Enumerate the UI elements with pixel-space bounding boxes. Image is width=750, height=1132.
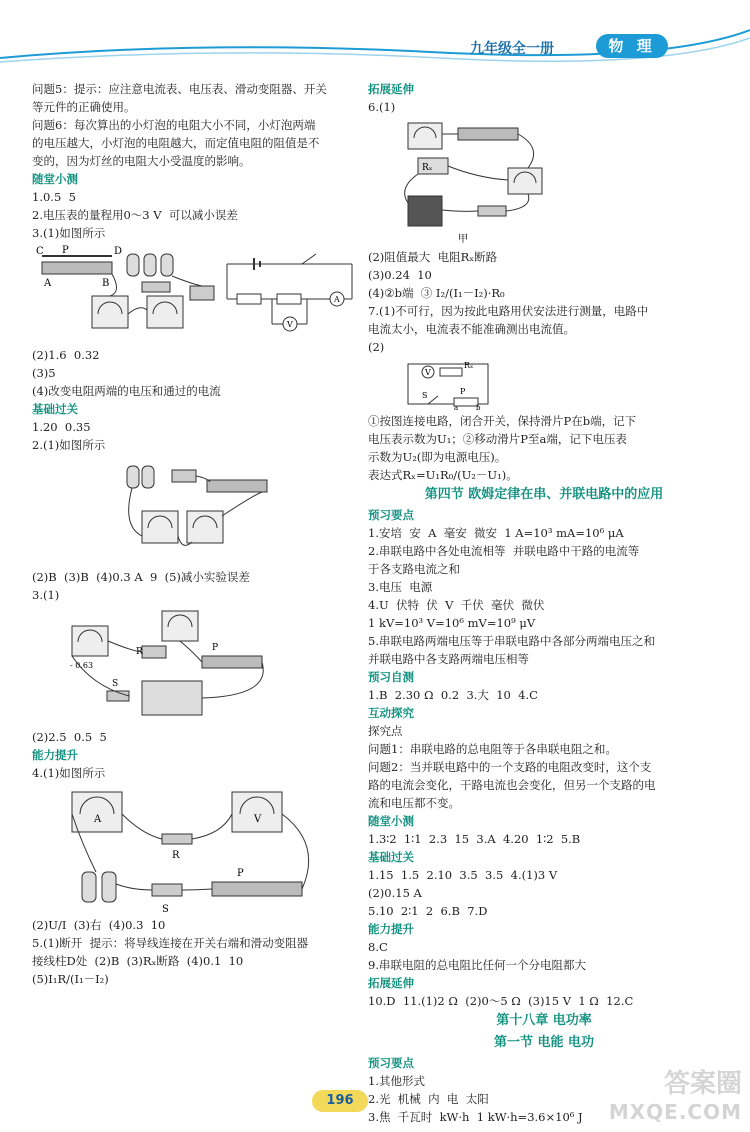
label-r: R: [136, 647, 143, 657]
section-heading: 随堂小测: [32, 172, 78, 186]
section-heading: 预习要点: [368, 508, 414, 522]
circuit-figure-1: [32, 244, 362, 344]
label-c: C: [36, 246, 44, 257]
answer-line: 9.串联电阻的总电阻比任何一个分电阻都大: [368, 958, 586, 972]
answer-line: 2.光 机械 内 电 太阳: [368, 1092, 489, 1106]
answer-line: 变的，因为灯丝的电阻大小受温度的影响。: [32, 154, 251, 168]
answer-line: ①按图连接电路，闭合开关，保持滑片P在b端，记下: [368, 414, 637, 428]
answer-line: 等元件的正确使用。: [32, 100, 136, 114]
label-r: R: [172, 850, 180, 861]
answer-line: 2.电压表的量程用0～3 V 可以减小误差: [32, 208, 238, 222]
section-heading: 随堂小测: [368, 814, 414, 828]
answer-line: 6.(1): [368, 100, 396, 114]
answer-line: 示数为U₂(即为电源电压)。: [368, 450, 507, 464]
answer-line: 3.(1): [32, 588, 60, 602]
answer-line: 3.电压 电源: [368, 580, 433, 594]
answer-line: 1.其他形式: [368, 1074, 425, 1088]
circuit-figure-7: [368, 358, 720, 410]
left-column: [32, 80, 362, 988]
answer-line: 5.10 2∶1 2 6.B 7.D: [368, 904, 488, 918]
answer-line: 1.20 0.35: [32, 420, 91, 434]
label-a: A: [94, 814, 102, 825]
answer-line: 10.D 11.(1)2 Ω (2)0～5 Ω (3)15 V 1 Ω 12.C: [368, 994, 634, 1008]
svg-text:V: V: [287, 320, 293, 329]
answer-line: 流和电压都不变。: [368, 796, 460, 810]
section-heading: 互动探究: [368, 706, 414, 720]
label-d: D: [114, 246, 123, 257]
answer-line: 2.串联电路中各处电流相等 并联电路中干路的电流等: [368, 544, 640, 558]
label-p: P: [460, 387, 466, 396]
right-column: [368, 80, 720, 1126]
watermark: [609, 1070, 742, 1126]
answer-line: (3)0.24 10: [368, 268, 432, 282]
circuit-figure-2: [32, 456, 362, 566]
label-a: a: [454, 404, 459, 410]
circuit-figure-6: [368, 118, 720, 246]
answer-line: (2)2.5 0.5 5: [32, 730, 107, 744]
circuit-figure-3: [32, 606, 362, 726]
answer-line: 3.(1)如图所示: [32, 226, 106, 240]
label-rx: Rₓ: [464, 361, 474, 370]
section-heading: 能力提升: [368, 922, 414, 936]
grade-label: 九年级全一册: [470, 41, 554, 57]
answer-line: 5.(1)断开 提示：将导线连接在开关右端和滑动变阻器: [32, 936, 309, 950]
answer-line: 5.串联电路两端电压等于串联电路中各部分两端电压之和: [368, 634, 655, 648]
label-v: V: [254, 814, 262, 825]
label-b: b: [476, 404, 481, 410]
subject-badge: 物 理: [596, 34, 668, 58]
section-heading: 基础过关: [32, 402, 78, 416]
ammeter-scale-label: - 0.63: [70, 661, 94, 670]
answer-line: 1.B 2.30 Ω 0.2 3.大 10 4.C: [368, 688, 538, 702]
page-number: 196: [312, 1090, 368, 1112]
answer-line: 路的电流会变化，干路电流也会变化，但另一个支路的电: [368, 778, 656, 792]
section-heading: 拓展延伸: [368, 82, 414, 96]
answer-line: (2)B (3)B (4)0.3 A 9 (5)减小实验误差: [32, 570, 250, 584]
answer-line: 问题1：串联电路的总电阻等于各串联电阻之和。: [368, 742, 617, 756]
answer-line: 问题6：每次算出的小灯泡的电阻大小不同，小灯泡两端: [32, 118, 316, 132]
label-s: S: [422, 391, 428, 400]
watermark-url: MXQE.COM: [608, 1100, 742, 1124]
label-b: B: [102, 278, 110, 289]
chapter-title: 第十八章 电功率: [496, 1013, 592, 1028]
answer-line: (5)I₁R/(I₁－I₂): [32, 972, 109, 986]
svg-text:A: A: [334, 295, 340, 304]
answer-line: (4)②b端 ③ I₂/(I₁－I₂)·R₀: [368, 286, 505, 300]
label-p: P: [62, 245, 69, 256]
answer-line: 的电压越大，小灯泡的电阻越大，而定值电阻的阻值是不: [32, 136, 320, 150]
section-heading: 基础过关: [368, 850, 414, 864]
section-heading: 预习要点: [368, 1056, 414, 1070]
section-heading: 能力提升: [32, 748, 78, 762]
answer-line: 问题5：提示：应注意电流表、电压表、滑动变阻器、开关: [32, 82, 327, 96]
answer-line: (2)1.6 0.32: [32, 348, 100, 362]
answer-line: (4)改变电阻两端的电压和通过的电流: [32, 384, 221, 398]
watermark-text: 答案圈: [663, 1069, 742, 1099]
answer-line: 1.15 1.5 2.10 3.5 3.5 4.(1)3 V: [368, 868, 558, 882]
answer-line: (3)5: [32, 366, 56, 380]
answer-line: 并联电路中各支路两端电压相等: [368, 652, 529, 666]
label-rx: Rₓ: [422, 163, 433, 173]
answer-line: (2)0.15 A: [368, 886, 422, 900]
label-s: S: [162, 904, 169, 914]
answer-line: (2)阻值最大 电阻Rₓ断路: [368, 250, 498, 264]
answer-line: 4.(1)如图所示: [32, 766, 106, 780]
answer-line: 1.3∶2 1∶1 2.3 15 3.A 4.20 1∶2 5.B: [368, 832, 581, 846]
answer-line: 2.(1)如图所示: [32, 438, 106, 452]
answer-line: 于各支路电流之和: [368, 562, 460, 576]
section-heading: 拓展延伸: [368, 976, 414, 990]
label-p: P: [212, 643, 219, 653]
label-s: S: [112, 679, 119, 689]
section-title: 第四节 欧姆定律在串、并联电路中的应用: [424, 487, 664, 502]
answer-line: 7.(1)不可行，因为按此电路用伏安法进行测量，电路中: [368, 304, 649, 318]
label-p: P: [237, 868, 244, 879]
answer-line: 1.安培 安 A 毫安 微安 1 A=10³ mA=10⁶ μA: [368, 526, 624, 540]
answer-line: 3.焦 千瓦时 kW·h 1 kW·h=3.6×10⁶ J: [368, 1110, 583, 1124]
answer-line: 1.0.5 5: [32, 190, 76, 204]
label-a: A: [44, 278, 52, 289]
section-title: 第一节 电能 电功: [493, 1035, 595, 1050]
label-v: V: [425, 368, 431, 377]
section-heading: 预习自测: [368, 670, 414, 684]
answer-line: 电流太小，电流表不能准确测出电流值。: [368, 322, 575, 336]
answer-line: (2): [368, 340, 385, 354]
answer-line: 接线柱D处 (2)B (3)Rₓ断路 (4)0.1 10: [32, 954, 244, 968]
answer-line: (2)U/I (3)右 (4)0.3 10: [32, 918, 166, 932]
circuit-figure-4: [32, 784, 362, 914]
answer-line: 1 kV=10³ V=10⁶ mV=10⁹ μV: [368, 616, 536, 630]
answer-line: 表达式Rₓ=U₁R₀/(U₂－U₁)。: [368, 468, 518, 482]
answer-line: 电压表示数为U₁；②移动滑片P至a端，记下电压表: [368, 432, 627, 446]
answer-line: 4.U 伏特 伏 V 千伏 毫伏 微伏: [368, 598, 545, 612]
answer-line: 探究点: [368, 724, 403, 738]
figure-caption: 甲: [458, 234, 468, 245]
answer-line: 8.C: [368, 940, 388, 954]
answer-line: 问题2：当并联电路中的一个支路的电阻改变时，这个支: [368, 760, 652, 774]
